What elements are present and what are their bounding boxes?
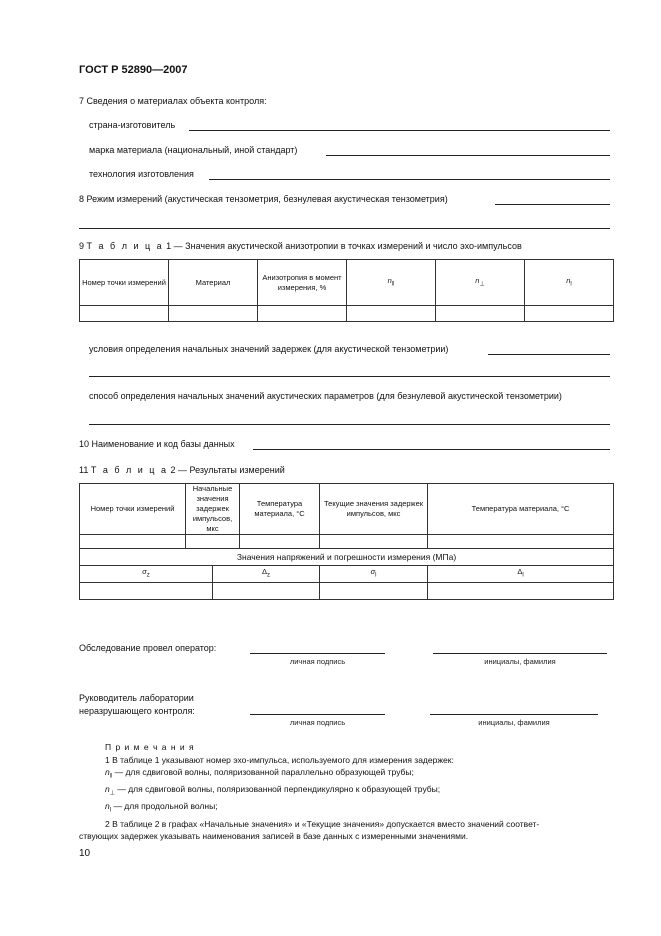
stress-span-header: Значения напряжений и погрешности измерения (МПа) [80,549,614,566]
notes-block [79,741,539,843]
head-signature-field[interactable] [250,714,385,715]
head-label-line-2: неразрушающего контроля: [79,706,195,716]
table-1-caption [79,241,522,251]
section-7-heading: 7 Сведения о материалах объекта контроля: [79,96,267,106]
table-1-word: Т а б л и ц а [86,241,164,251]
table-cell[interactable] [186,535,240,549]
mode-field-continued[interactable] [79,228,610,229]
operator-name-field[interactable] [433,653,607,654]
operator-signature-caption: личная подпись [289,657,346,666]
t2-col-point: Номер точки измерений [80,484,186,535]
table-1-number: 9 [79,241,85,251]
operator-name-caption: инициалы, фамилия [484,657,556,666]
table-1-header-row [80,260,614,306]
country-field[interactable] [189,130,610,131]
stress-span-row [80,549,614,566]
brand-field[interactable] [326,155,610,156]
t2-col-temp-1: Температура материала, °С [240,484,320,535]
conditions-field-continued[interactable] [89,376,610,377]
head-name-field[interactable] [430,714,598,715]
table-cell[interactable] [428,535,614,549]
table-1-title: 1 — Значения акустической анизотропии в точках измерений и число эхо-импульсов [166,241,522,251]
table-2-header-row [80,484,614,535]
table-cell[interactable] [169,306,258,322]
note-1b: $n_\perp$ — для сдвиговой волны, поляризованной перпендикулярно к образующей трубы; [105,784,441,797]
t2-col-current: Текущие значения задержек импульсов, мкс [320,484,428,535]
table-cell[interactable] [240,535,320,549]
table-row [80,583,614,600]
t1-col-point: Номер точки измерений [80,260,169,306]
table-row [80,535,614,549]
t1-col-n-perp: $n_\perp$ [436,260,525,306]
stress-sub-header-row [80,566,614,583]
section-10-label: 10 Наименование и код базы данных [79,439,235,449]
table-2-number: 11 [79,465,89,475]
t2-col-sigma-z: $\sigma_z$ [80,566,213,583]
table-cell[interactable] [80,306,169,322]
table-cell[interactable] [80,535,186,549]
tech-label: технология изготовления [89,169,194,179]
mode-field[interactable] [495,204,610,205]
operator-label: Обследование провел оператор: [79,643,217,653]
table-cell[interactable] [320,535,428,549]
note-1a: $n_‖$ — для сдвиговой волны, поляризованной параллельно образующей трубы; [105,767,414,780]
notes-title: П р и м е ч а н и я [105,742,195,752]
table-1 [79,259,614,322]
section-8-label: 8 Режим измерений (акустическая тензометрия, безнулевая акустическая тензометрия) [79,194,448,204]
method-label: способ определения начальных значений акустических параметров (для безнулевой акустической тензометрии) [89,391,562,401]
document-header: ГОСТ Р 52890—2007 [79,64,188,76]
conditions-label: условия определения начальных значений задержек (для акустической тензометрии) [89,344,449,354]
head-signature-caption: личная подпись [289,718,346,727]
table-cell[interactable] [213,583,320,600]
t1-col-n-parallel: $n_‖$ [347,260,436,306]
table-2-caption [79,465,285,475]
table-cell[interactable] [428,583,614,600]
note-2-line-2: ствующих задержек указывать наименования записей в базе данных с измеренными значениями. [79,831,469,842]
table-cell[interactable] [525,306,614,322]
table-row [80,306,614,322]
note-1: 1 В таблице 1 указывают номер эхо-импульса, используемого для измерения задержек: [105,754,454,765]
table-cell[interactable] [80,583,213,600]
method-field[interactable] [89,424,610,425]
table-2-title: 2 — Результаты измерений [170,465,285,475]
head-name-caption: инициалы, фамилия [478,718,550,727]
t2-col-sigma-l: $\sigma_l$ [320,566,428,583]
t2-col-initial: Начальные значения задержек импульсов, мкс [186,484,240,535]
page-number: 10 [79,848,91,859]
head-label-line-1: Руководитель лаборатории [79,693,194,703]
tech-field[interactable] [209,179,610,180]
operator-signature-field[interactable] [250,653,385,654]
table-cell[interactable] [320,583,428,600]
table-cell[interactable] [436,306,525,322]
conditions-field[interactable] [488,354,610,355]
t2-col-delta-l: $\Delta_l$ [428,566,614,583]
brand-label: марка материала (национальный, иной стандарт) [89,145,298,155]
t1-col-material: Материал [169,260,258,306]
t2-col-temp-2: Температура материала, °С [428,484,614,535]
t2-col-delta-z: $\Delta_z$ [213,566,320,583]
database-field[interactable] [253,449,610,450]
table-2 [79,483,614,600]
note-1c: $n_l$ — для продольной волны; [105,801,218,815]
table-2-word: Т а б л и ц а [90,465,168,475]
table-cell[interactable] [347,306,436,322]
t1-col-anisotropy: Анизотропия в момент измерения, % [258,260,347,306]
table-cell[interactable] [258,306,347,322]
t1-col-n-long: $n_l$ [525,260,614,306]
country-label: страна-изготовитель [89,120,176,130]
note-2-line-1: 2 В таблице 2 в графах «Начальные значения» и «Текущие значения» допускается вместо значений соответ- [105,818,540,829]
